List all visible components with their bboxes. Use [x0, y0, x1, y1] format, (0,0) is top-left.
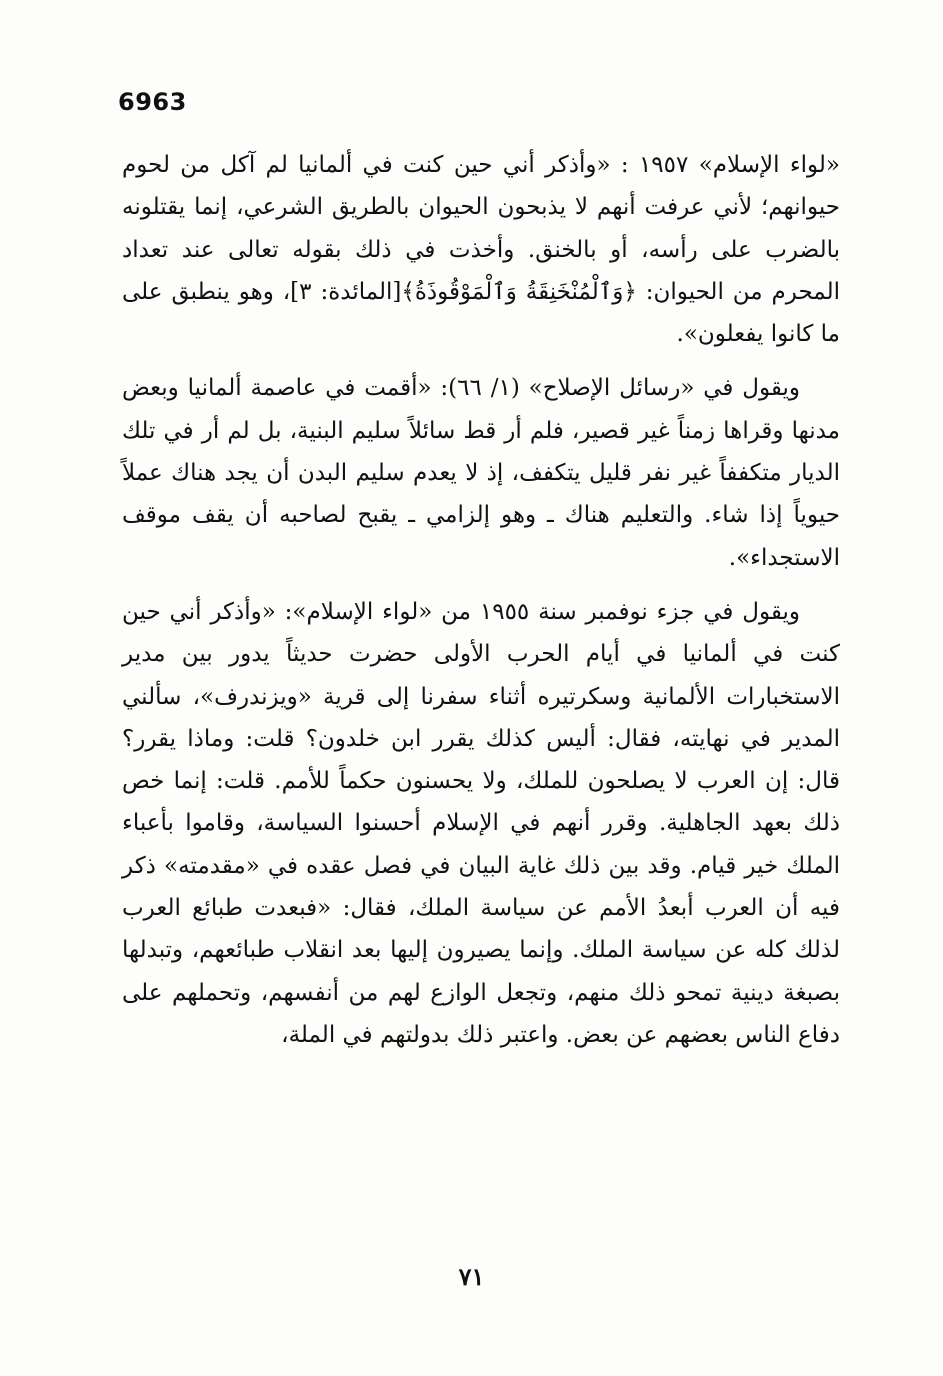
- paragraph-2: ويقول في «رسائل الإصلاح» (١/ ٦٦): «أقمت في عاصمة ألمانيا وبعض مدنها وقراها زمناً غير قصير، فلم أر قط سائلاً سليم البنية، بل لم أر في تلك الديار متكففاً غير نفر قليل يتكفف، إذ لا يعدم سليم البدن أن يجد هناك عملاً حيوياً إذا شاء. والتعليم هناك ـ وهو إلزامي ـ يقبح لصاحبه أن يقف موقف الاستجداء».: [122, 375, 840, 571]
- page-number: ٧١: [458, 1262, 485, 1291]
- paragraph-3: ويقول في جزء نوفمبر سنة ١٩٥٥ من «لواء الإسلام»: «وأذكر أني حين كنت في ألمانيا في أيام الحرب الأولى حضرت حديثاً يدور بين مدير الاستخبارات الألمانية وسكرتيره أثناء سفرنا إلى قرية «ويزندرف»، سألني المدير في نهايته، فقال: أليس كذلك يقرر ابن خلدون؟ قلت: وماذا يقرر؟ قال: إن العرب لا يصلحون للملك، ولا يحسنون حكماً للأمم. قلت: إنما خص ذلك بعهد الجاهلية. وقرر أنهم في الإسلام أحسنوا السياسة، وقاموا بأعباء الملك خير قيام. وقد بين ذلك غاية البيان في فصل عقده في «مقدمته» ذكر فيه أن العرب أبعدُ الأمم عن سياسة الملك، فقال: «فبعدت طبائع العرب لذلك كله عن سياسة الملك. وإنما يصيرون إليها بعد انقلاب طبائعهم، وتبدلها بصبغة دينية تمحو ذلك منهم، وتجعل الوازع لهم من أنفسهم، وتحملهم على دفاع الناس بعضهم عن بعض. واعتبر ذلك بدولتهم في الملة،: [122, 598, 840, 1048]
- page-body: [122, 144, 840, 1068]
- page-code-header: 6963: [118, 88, 187, 116]
- paragraph-1: «لواء الإسلام» ١٩٥٧ : «وأذكر أني حين كنت في ألمانيا لم آكل من لحوم حيوانهم؛ لأني عرفت أنهم لا يذبحون الحيوان بالطريق الشرعي، إنما يقتلونه بالضرب على رأسه، أو بالخنق. وأخذت في ذلك بقوله تعالى عند تعداد المحرم من الحيوان: ﴿وَٱلْمُنْخَنِقَةُ وَٱلْمَوْقُوذَةُ﴾[المائدة: ٣]، وهو ينطبق على ما كانوا يفعلون».: [122, 152, 840, 348]
